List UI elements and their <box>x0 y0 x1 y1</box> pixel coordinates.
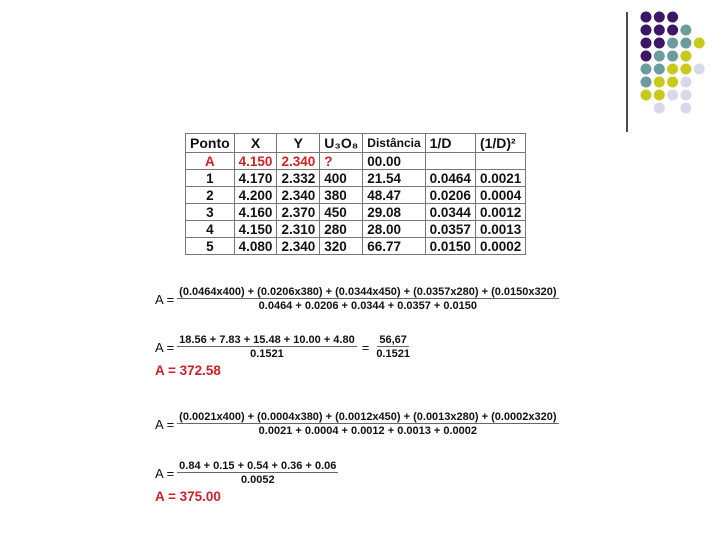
table-cell: 0.0002 <box>475 238 525 255</box>
decorative-dot <box>694 38 705 49</box>
table-cell: 2.340 <box>277 238 320 255</box>
table-cell: 00.00 <box>363 153 425 170</box>
table-cell: 28.00 <box>363 221 425 238</box>
column-header: U₃O₈ <box>320 134 363 153</box>
table-cell: 3 <box>186 204 235 221</box>
table-cell: 29.08 <box>363 204 425 221</box>
table-cell: 450 <box>320 204 363 221</box>
decorative-dot <box>667 90 678 101</box>
decorative-dot <box>680 64 691 75</box>
equation-lhs: A = <box>155 291 175 307</box>
table-cell: 2 <box>186 187 235 204</box>
decorative-dot <box>680 77 691 88</box>
table-row <box>186 153 526 170</box>
decorative-dot <box>641 38 652 49</box>
denominator: 0.0052 <box>240 474 275 486</box>
equation-3 <box>155 411 559 437</box>
table-cell: 0.0206 <box>425 187 475 204</box>
decorative-dot <box>667 25 678 36</box>
numerator: (0.0021x400) + (0.0004x380) + (0.0012x450) + (0.0013x280) + (0.0002x320) <box>179 411 557 423</box>
decorative-dot <box>641 90 652 101</box>
data-table <box>185 133 526 255</box>
table-cell: ? <box>320 153 363 170</box>
decorative-dot <box>667 38 678 49</box>
table-row <box>186 187 526 204</box>
decorative-dot <box>641 64 652 75</box>
table-cell <box>475 153 525 170</box>
decorative-dot <box>680 103 691 114</box>
table-cell: 2.340 <box>277 153 320 170</box>
table-cell: 4.160 <box>234 204 277 221</box>
decorative-dot <box>654 64 665 75</box>
table-cell: 4.150 <box>234 221 277 238</box>
table-cell: 0.0004 <box>475 187 525 204</box>
table-cell: 4.150 <box>234 153 277 170</box>
table-cell: 66.77 <box>363 238 425 255</box>
decorative-dot <box>641 12 652 23</box>
decorative-dot <box>680 51 691 62</box>
decorative-dot <box>654 51 665 62</box>
table-cell: 0.0013 <box>475 221 525 238</box>
numerator: 0.84 + 0.15 + 0.54 + 0.36 + 0.06 <box>179 460 337 472</box>
table-cell: 4.080 <box>234 238 277 255</box>
column-header: Y <box>277 134 320 153</box>
equation-2 <box>155 334 412 360</box>
decorative-dot <box>680 38 691 49</box>
table-row <box>186 221 526 238</box>
column-header: Distância <box>363 134 425 153</box>
table-cell: A <box>186 153 235 170</box>
table-cell: 2.340 <box>277 187 320 204</box>
result-1: A = 372.58 <box>155 363 221 378</box>
decorative-dot <box>667 64 678 75</box>
denominator: 0.1521 <box>376 348 410 360</box>
table-cell: 1 <box>186 170 235 187</box>
table-cell: 0.0021 <box>475 170 525 187</box>
decorative-dot <box>667 51 678 62</box>
table-cell: 2.332 <box>277 170 320 187</box>
numerator: (0.0464x400) + (0.0206x380) + (0.0344x450) + (0.0357x280) + (0.0150x320) <box>179 286 557 298</box>
table-cell: 320 <box>320 238 363 255</box>
equation-lhs: A = <box>155 339 175 355</box>
decorative-dot <box>654 25 665 36</box>
table-cell: 380 <box>320 187 363 204</box>
column-header: Ponto <box>186 134 235 153</box>
decorative-dot <box>654 77 665 88</box>
equation-1 <box>155 286 559 312</box>
equals-sign: = <box>361 339 370 355</box>
numerator: 56,67 <box>379 334 407 346</box>
table-cell: 0.0012 <box>475 204 525 221</box>
decorative-dot <box>667 77 678 88</box>
equation-lhs: A = <box>155 465 175 481</box>
table-cell: 4.200 <box>234 187 277 204</box>
table-cell: 280 <box>320 221 363 238</box>
table-cell: 2.370 <box>277 204 320 221</box>
decorative-dot <box>694 64 705 75</box>
decorative-dot <box>667 12 678 23</box>
column-header: (1/D)² <box>475 134 525 153</box>
result-2: A = 375.00 <box>155 489 221 504</box>
column-header: X <box>234 134 277 153</box>
denominator: 0.0021 + 0.0004 + 0.0012 + 0.0013 + 0.0002 <box>258 425 478 437</box>
table-cell: 48.47 <box>363 187 425 204</box>
decorative-dot <box>680 25 691 36</box>
table-cell: 2.310 <box>277 221 320 238</box>
column-header: 1/D <box>425 134 475 153</box>
table-cell: 0.0357 <box>425 221 475 238</box>
table-cell: 400 <box>320 170 363 187</box>
decorative-dot <box>654 103 665 114</box>
decorative-dot <box>654 38 665 49</box>
table-row <box>186 204 526 221</box>
table-cell: 0.0150 <box>425 238 475 255</box>
decorative-dot <box>654 90 665 101</box>
table-cell: 4.170 <box>234 170 277 187</box>
table-cell: 4 <box>186 221 235 238</box>
table-cell: 5 <box>186 238 235 255</box>
decorative-dot <box>654 12 665 23</box>
decorative-dot <box>641 25 652 36</box>
table-cell: 21.54 <box>363 170 425 187</box>
table-cell: 0.0344 <box>425 204 475 221</box>
table-row <box>186 170 526 187</box>
denominator: 0.0464 + 0.0206 + 0.0344 + 0.0357 + 0.0150 <box>258 300 478 312</box>
decorative-dot-pattern <box>0 0 720 140</box>
denominator: 0.1521 <box>250 348 284 360</box>
decorative-dot <box>641 77 652 88</box>
table-cell: 0.0464 <box>425 170 475 187</box>
equation-lhs: A = <box>155 416 175 432</box>
decorative-dot <box>680 90 691 101</box>
numerator: 18.56 + 7.83 + 15.48 + 10.00 + 4.80 <box>179 334 355 346</box>
equation-4 <box>155 460 338 486</box>
table-row <box>186 238 526 255</box>
decorative-dot <box>641 51 652 62</box>
table-cell <box>425 153 475 170</box>
